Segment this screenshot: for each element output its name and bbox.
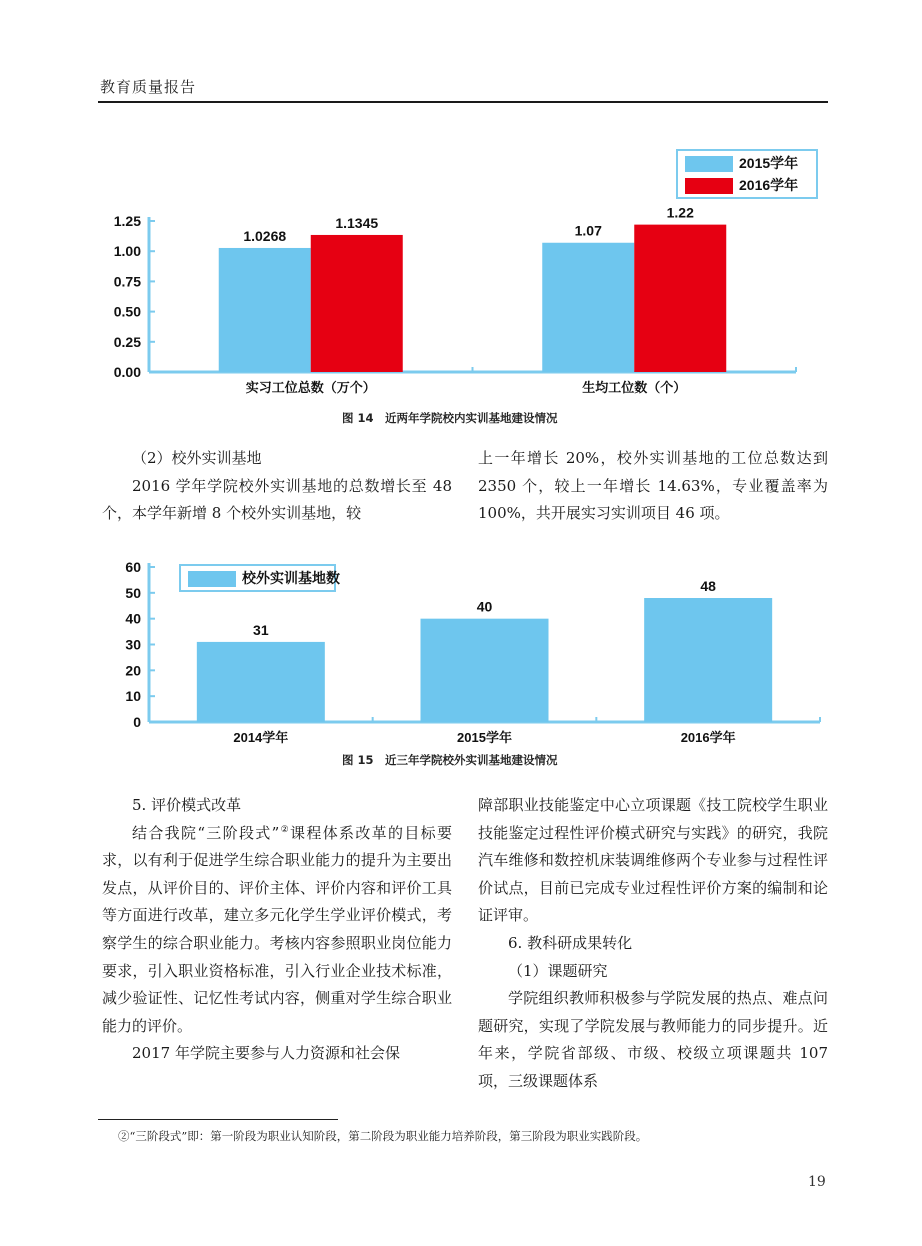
- y-tick-label: 20: [125, 662, 141, 679]
- bar-value-label: 48: [700, 578, 716, 594]
- y-tick-label: 0.25: [113, 333, 141, 350]
- research-subheading: （1）课题研究: [508, 961, 608, 980]
- x-category-label: 2015学年: [457, 730, 512, 745]
- evaluation-para-2: 2017 年学院主要参与人力资源和社会保: [132, 1044, 400, 1063]
- page-number: 19: [808, 1174, 826, 1190]
- offcampus-para-start: 2016 学年学院校外实训基地的总数增长至 48 个，本学年新增 8 个校外实训基地，较: [102, 476, 452, 523]
- x-category-label: 2014学年: [233, 730, 289, 745]
- research-para: 学院组织教师积极参与学院发展的热点、难点问题研究，实现了学院发展与教师能力的同步提升。近年来，学院省部级、市级、校级立项课题共 107 项，三级课题体系: [478, 989, 828, 1090]
- legend-label: 2015学年: [739, 155, 799, 171]
- y-tick-label: 40: [125, 610, 141, 627]
- footnote-ref: ②: [279, 824, 291, 835]
- x-category-label: 2016学年: [680, 730, 736, 745]
- y-tick-label: 0.75: [113, 273, 141, 290]
- evaluation-para-1-body: 课程体系改革的目标要求，以有利于促进学生综合职业能力的提升为主要出发点，从评价目的、评价主体、评价内容和评价工具等方面进行改革，建立多元化学生学业评价模式，考察学生的综合职业能力。考核内容参照职业岗位能力要求，引入职业资格标准，引入行业企业技术标准，减少验证性、记忆性考试内容，侧重对学生综合职业能力的评价。: [102, 823, 452, 1035]
- y-tick-label: 1.25: [113, 213, 141, 229]
- y-tick-label: 1.00: [113, 243, 141, 260]
- chart-14-caption: 图 14 近两年学院校内实训基地建设情况: [342, 411, 558, 425]
- y-tick-label: 0.50: [113, 303, 141, 320]
- research-column: [478, 792, 828, 1096]
- bar-value-label: 1.0268: [243, 227, 287, 244]
- footnote: ②“三阶段式”即：第一阶段为职业认知阶段，第二阶段为职业能力培养阶段，第三阶段为职业实践阶段。: [118, 1129, 648, 1143]
- bar: [197, 642, 325, 722]
- chart-15-caption: 图 15 近三年学院校外实训基地建设情况: [342, 753, 558, 767]
- evaluation-column: [102, 792, 452, 1068]
- evaluation-para-1-lead: 结合我院“三阶段式”: [132, 823, 280, 842]
- y-tick-label: 0: [133, 714, 141, 730]
- x-category-label: 实习工位总数（万个）: [245, 380, 376, 395]
- x-category-label: 生均工位数（个）: [582, 380, 687, 395]
- research-heading: 6. 教科研成果转化: [508, 933, 633, 952]
- bar-value-label: 31: [253, 621, 269, 638]
- legend-swatch: [188, 571, 236, 587]
- legend-label: 2016学年: [739, 177, 799, 193]
- bar-value-label: 40: [476, 598, 493, 615]
- bar-value-label: 1.22: [666, 204, 694, 221]
- footnote-rule: [98, 1119, 338, 1120]
- y-tick-label: 60: [125, 559, 141, 575]
- evaluation-para-1: [102, 820, 452, 1041]
- page-header-title: 教育质量报告: [100, 78, 197, 96]
- bar: [644, 598, 772, 722]
- y-tick-label: 30: [125, 636, 141, 653]
- legend-label: 校外实训基地数: [242, 570, 340, 586]
- y-tick-label: 50: [125, 584, 141, 601]
- y-tick-label: 0.00: [113, 364, 141, 380]
- evaluation-heading: 5. 评价模式改革: [132, 796, 242, 814]
- offcampus-subheading: （2）校外实训基地: [132, 449, 262, 467]
- bar: [421, 619, 549, 722]
- bar-value-label: 1.1345: [335, 214, 379, 231]
- research-continuation: 障部职业技能鉴定中心立项课题《技工院校学生职业技能鉴定过程性评价模式研究与实践》的研究，我院汽车维修和数控机床装调维修两个专业参与过程性评价试点，目前已完成专业过程性评价方案的编制和论证评审。: [478, 796, 828, 925]
- offcampus-para-continued: 上一年增长 20%，校外实训基地的工位总数达到 2350 个，较上一年增长 14.63%，专业覆盖率为 100%，共开展实习实训项目 46 项。: [478, 449, 828, 523]
- bar-value-label: 1.07: [574, 222, 602, 239]
- y-tick-label: 10: [125, 688, 141, 705]
